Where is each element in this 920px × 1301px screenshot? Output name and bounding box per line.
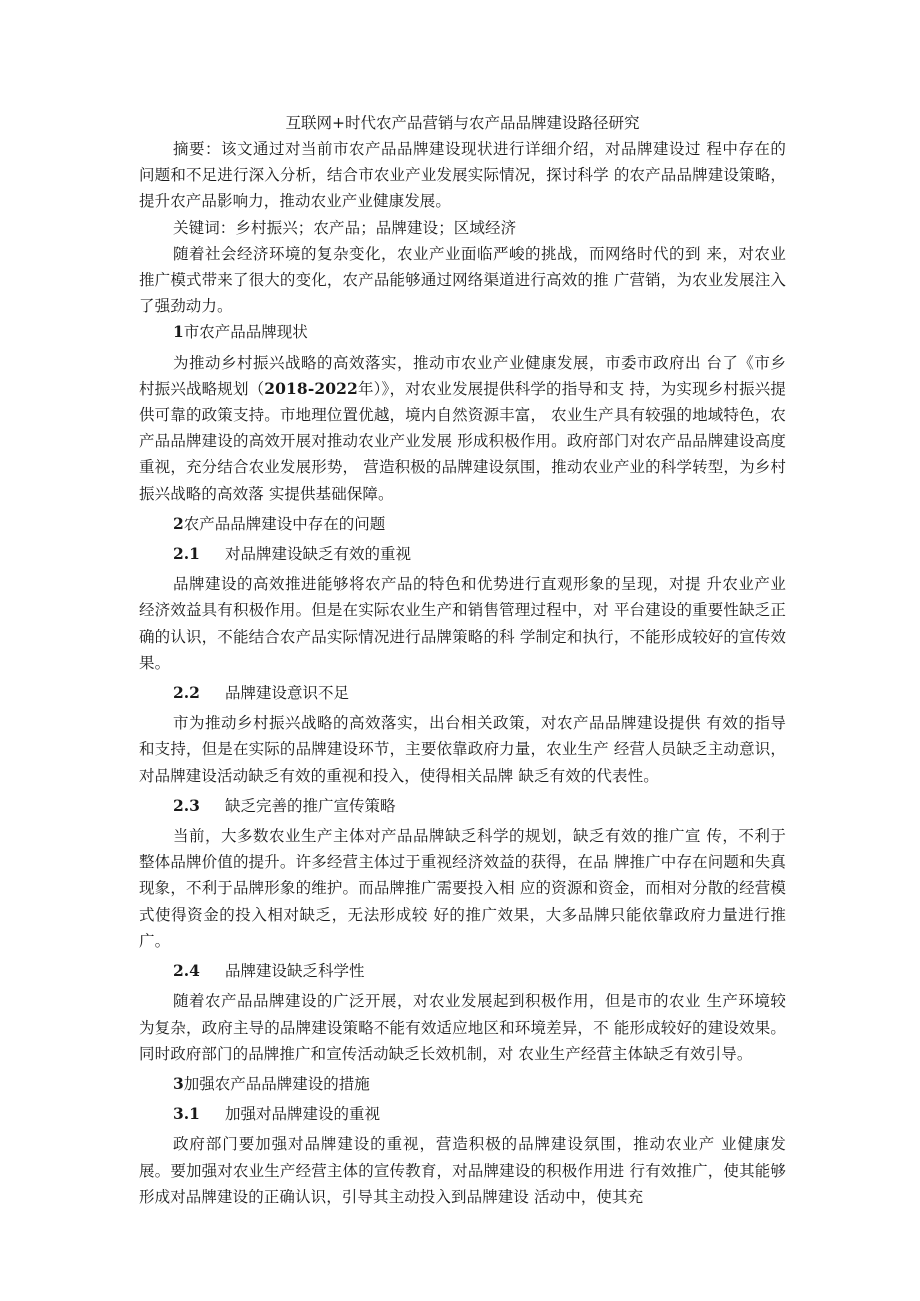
subsection-2-2-paragraph: 市为推动乡村振兴战略的高效落实，出台相关政策，对农产品品牌建设提供 有效的指导和支持，但是在实际的品牌建设环节，主要依靠政府力量，农业生产 经营人员缺乏主动意识，对品牌建设活动缺乏有效的重视和投入，使得相关品牌 缺乏有效的代表性。 xyxy=(139,714,786,785)
section-title: 加强农产品品牌建设的措施 xyxy=(183,1074,370,1093)
subsection-number: 3.1 xyxy=(173,1104,200,1124)
section-number: 2 xyxy=(173,513,184,533)
section-heading-1 xyxy=(139,319,786,345)
subsection-title: 加强对品牌建设的重视 xyxy=(225,1105,381,1124)
keywords-paragraph: 关键词：乡村振兴；农产品；品牌建设；区域经济 xyxy=(173,218,517,237)
section-heading-2 xyxy=(139,511,786,537)
subsection-number: 2.3 xyxy=(173,795,200,815)
document-page xyxy=(139,110,786,1210)
paragraph-text: 为推动乡村振兴战略的高效落实，推动市农业产业健康发展，市委市政府出 台了《市乡村振兴战略规划（ xyxy=(139,353,786,398)
paragraph-bold-text: 2018-2022 xyxy=(264,378,358,398)
intro-paragraph: 随着社会经济环境的复杂变化，农业产业面临严峻的挑战，而网络时代的到 来，对农业推广模式带来了很大的变化，农产品能够通过网络渠道进行高效的推 广营销，为农业发展注入了强劲动力。 xyxy=(139,244,786,316)
abstract-paragraph: 摘要：该文通过对当前市农产品品牌建设现状进行详细介绍，对品牌建设过 程中存在的问题和不足进行深入分析，结合市农业产业发展实际情况，探讨科学 的农产品品牌建设策略，提升农产品影响力，推动农业产业健康发展。 xyxy=(139,140,786,211)
subsection-2-3-paragraph: 当前，大多数农业生产主体对产品品牌缺乏科学的规划，缺乏有效的推广宣 传，不利于整体品牌价值的提升。许多经营主体过于重视经济效益的获得，在品 牌推广中存在问题和失真现象，不利于品牌形象的维护。而品牌推广需要投入相 应的资源和资金，而相对分散的经营模式使得资金的投入相对缺乏，无法形成较 好的推广效果，大多品牌只能依靠政府力量进行推广。 xyxy=(139,827,786,950)
subsection-title: 品牌建设意识不足 xyxy=(225,684,350,703)
subsection-heading-3-1 xyxy=(139,1101,786,1127)
subsection-title: 品牌建设缺乏科学性 xyxy=(225,962,365,981)
subsection-heading-2-1 xyxy=(139,541,786,567)
section-title: 农产品品牌建设中存在的问题 xyxy=(183,514,386,533)
subsection-2-1-paragraph: 品牌建设的高效推进能够将农产品的特色和优势进行直观形象的呈现，对提 升农业产业经济效益具有积极作用。但是在实际农业生产和销售管理过程中，对 平台建设的重要性缺乏正确的认识，不能结合农产品实际情况进行品牌策略的科 学制定和执行，不能形成较好的宣传效果。 xyxy=(139,575,786,672)
subsection-title: 对品牌建设缺乏有效的重视 xyxy=(225,545,412,564)
subsection-number: 2.2 xyxy=(173,683,200,703)
subsection-2-4-paragraph: 随着农产品品牌建设的广泛开展，对农业发展起到积极作用，但是市的农业 生产环境较为复杂，政府主导的品牌建设策略不能有效适应地区和环境差异，不 能形成较好的建设效果。同时政府部门的品牌推广和宣传活动缺乏长效机制，对 农业生产经营主体缺乏有效引导。 xyxy=(139,992,786,1063)
section-title: 市农产品品牌现状 xyxy=(183,323,308,342)
section-heading-3 xyxy=(139,1071,786,1097)
section-number: 1 xyxy=(173,322,184,342)
subsection-number: 2.1 xyxy=(173,544,200,564)
paragraph-text: 年）》，对农业发展提供科学的指导和支 持，为实现乡村振兴提供可靠的政策支持。市地理位置优越，境内自然资源丰富， 农业生产具有较强的地域特色，农产品品牌建设的高效开展对推动农业产业发展 形成积极作用。政府部门对农产品品牌建设高度重视，充分结合农业发展形势， 营造积极的品牌建设氛围，推动农业产业的科学转型，为乡村振兴战略的高效落 实提供基础保障。 xyxy=(139,379,786,503)
subsection-3-1-paragraph: 政府部门要加强对品牌建设的重视，营造积极的品牌建设氛围，推动农业产 业健康发展。要加强对农业生产经营主体的宣传教育，对品牌建设的积极作用进 行有效推广，使其能够形成对品牌建设的正确认识，引导其主动投入到品牌建设 活动中，使其充 xyxy=(139,1135,786,1206)
subsection-title: 缺乏完善的推广宣传策略 xyxy=(225,796,396,815)
subsection-heading-2-4 xyxy=(139,958,786,984)
subsection-heading-2-3 xyxy=(139,793,786,819)
section-1-paragraph xyxy=(139,350,786,507)
section-number: 3 xyxy=(173,1073,184,1093)
document-title: 互联网+时代农产品营销与农产品品牌建设路径研究 xyxy=(285,114,640,132)
subsection-heading-2-2 xyxy=(139,680,786,706)
subsection-number: 2.4 xyxy=(173,961,200,981)
